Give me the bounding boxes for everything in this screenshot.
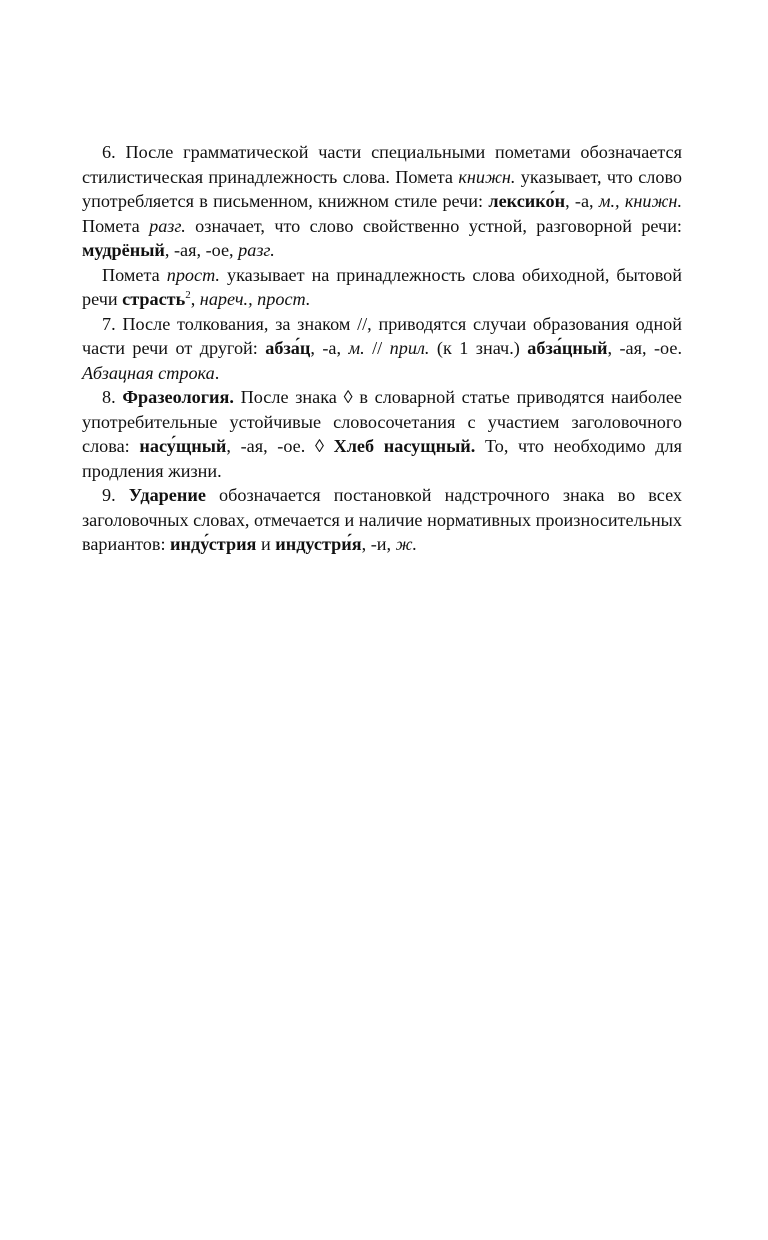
text-run: , [190, 289, 200, 309]
bold-term: индустри́я [275, 534, 362, 554]
text-run: 9. [102, 485, 129, 505]
paragraph-8-phraseology [82, 385, 682, 483]
paragraph-7-derivation [82, 312, 682, 386]
superscript: 2 [185, 288, 191, 301]
text-run: , -ая, -ое. ◊ [226, 436, 334, 456]
bold-term: лексико́н [488, 191, 566, 211]
text-run: , -ая, -ое, [164, 240, 239, 260]
bold-term: мудрёный [82, 240, 165, 260]
italic-label: прил. [389, 338, 430, 358]
text-run: и [256, 534, 276, 554]
italic-label: Абзацная строка [82, 362, 215, 383]
italic-label: ж. [395, 534, 418, 554]
italic-label: прост. [166, 264, 220, 285]
text-run: обозначается постановкой надстрочного знака во всех заголовочных словах, отмечается и наличие нормативных произносительных вариантов: [82, 485, 683, 554]
text-run: 6. После грамматической части специальными пометами обозначается стилистическая принадлежность слова. Помета [82, 142, 682, 187]
text-run: Помета [102, 264, 167, 285]
text-run: . [214, 362, 220, 383]
text-run: 7. После толкования, за знаком //, приводятся случаи образования одной части речи от другой: [82, 313, 682, 358]
bold-term: абза́ц [265, 338, 311, 358]
italic-label: разг. [238, 240, 275, 260]
text-run: Помета [82, 215, 150, 236]
document-page [82, 140, 682, 557]
text-run: указывает на принадлежность слова обиходной, бытовой речи [82, 264, 682, 309]
bold-term: насу́щный [139, 436, 227, 456]
italic-label: м. [348, 338, 365, 358]
italic-label: разг. [149, 215, 186, 236]
text-run: // [364, 338, 390, 358]
paragraph-6-stylistic-labels [82, 140, 682, 263]
text-run: (к 1 знач.) [429, 338, 528, 358]
bold-term: инду́стрия [170, 534, 257, 554]
bold-term: Фразеология. [122, 387, 234, 407]
italic-label: нареч., прост. [199, 289, 311, 309]
text-run: , -и, [361, 534, 396, 554]
text-run: указывает, что слово употребляется в письменном, книжном стиле речи: [82, 166, 683, 211]
text-run: 8. [102, 387, 123, 407]
italic-label: м., книжн. [598, 191, 682, 211]
text-run: означает, что слово свойственно устной, разговорной речи: [185, 215, 682, 236]
bold-term: Хлеб насущный. [333, 436, 476, 456]
italic-label: книжн. [458, 166, 516, 187]
bold-term: страсть [122, 289, 186, 309]
text-run: , -а, [310, 338, 349, 358]
text-run: То, что необходимо для продления жизни. [82, 436, 682, 481]
paragraph-6-colloquial-label [82, 263, 682, 312]
text-run: , -а, [565, 191, 599, 211]
bold-term: абза́цный [527, 338, 608, 358]
text-run: После знака ◊ в словарной статье приводятся наиболее употребительные устойчивые словосочетания с участием заголовочного слова: [82, 387, 682, 456]
text-run: , -ая, -ое. [607, 338, 682, 358]
bold-term: Ударение [128, 485, 206, 505]
paragraph-9-stress [82, 483, 682, 557]
